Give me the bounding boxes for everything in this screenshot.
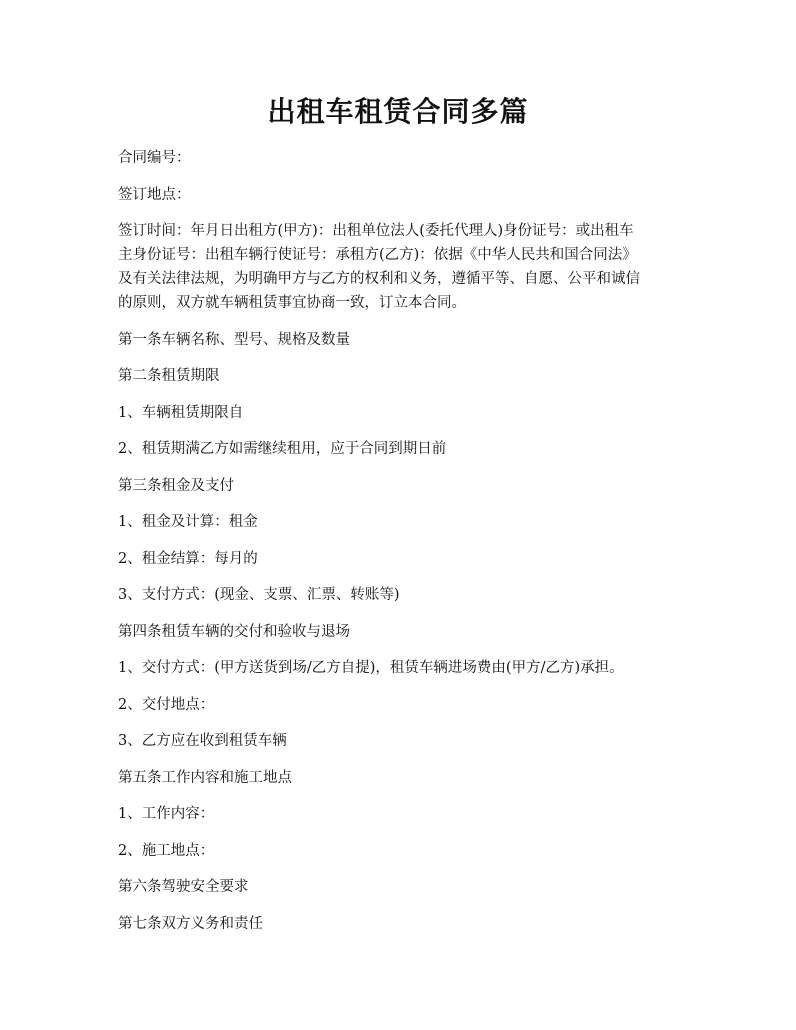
- article-5-item-1: 1、工作内容：: [118, 806, 215, 822]
- article-2-heading: 第二条租赁期限: [118, 368, 220, 384]
- article-3-item-1: 1、租金及计算：租金: [118, 514, 258, 530]
- article-7-heading: 第七条双方义务和责任: [118, 915, 263, 932]
- article-2-item-1: 1、车辆租赁期限自: [118, 404, 244, 421]
- article-1-heading: 第一条车辆名称、型号、规格及数量: [118, 331, 350, 348]
- article-5-heading: 第五条工作内容和施工地点: [118, 769, 292, 786]
- document-body: [118, 146, 688, 948]
- article-4-item-2: 2、交付地点：: [118, 696, 215, 713]
- article-3-item-2: 2、租金结算：每月的: [118, 550, 258, 567]
- signing-location: 签订地点：: [118, 186, 191, 203]
- article-5-item-2: 2、施工地点：: [118, 842, 215, 859]
- intro-line: 主身份证号：出租车辆行使证号：承租方(乙方)：依据《中华人民共和国合同法》: [118, 247, 637, 263]
- intro-line: 签订时间：年月日出租方(甲方)：出租单位法人(委托代理人)身份证号：或出租车: [118, 223, 634, 239]
- intro-line: 的原则，双方就车辆租赁事宜协商一致，订立本合同。: [118, 295, 466, 311]
- article-4-heading: 第四条租赁车辆的交付和验收与退场: [118, 623, 350, 640]
- intro-paragraph: [118, 219, 688, 315]
- article-3-item-3: 3、支付方式：(现金、支票、汇票、转账等): [118, 587, 400, 603]
- article-6-heading: 第六条驾驶安全要求: [118, 879, 249, 895]
- document-title: 出租车租赁合同多篇: [267, 95, 529, 128]
- article-2-item-2: 2、租赁期满乙方如需继续租用，应于合同到期日前: [118, 441, 447, 457]
- article-4-item-1: 1、交付方式：(甲方送货到场/乙方自提)，租赁车辆进场费由(甲方/乙方)承担。: [118, 660, 624, 676]
- article-4-item-3: 3、乙方应在收到租赁车辆: [118, 733, 287, 749]
- contract-number: 合同编号：: [118, 150, 191, 166]
- article-3-heading: 第三条租金及支付: [118, 477, 234, 494]
- intro-line: 及有关法律法规，为明确甲方与乙方的权利和义务，遵循平等、自愿、公平和诚信: [118, 271, 640, 287]
